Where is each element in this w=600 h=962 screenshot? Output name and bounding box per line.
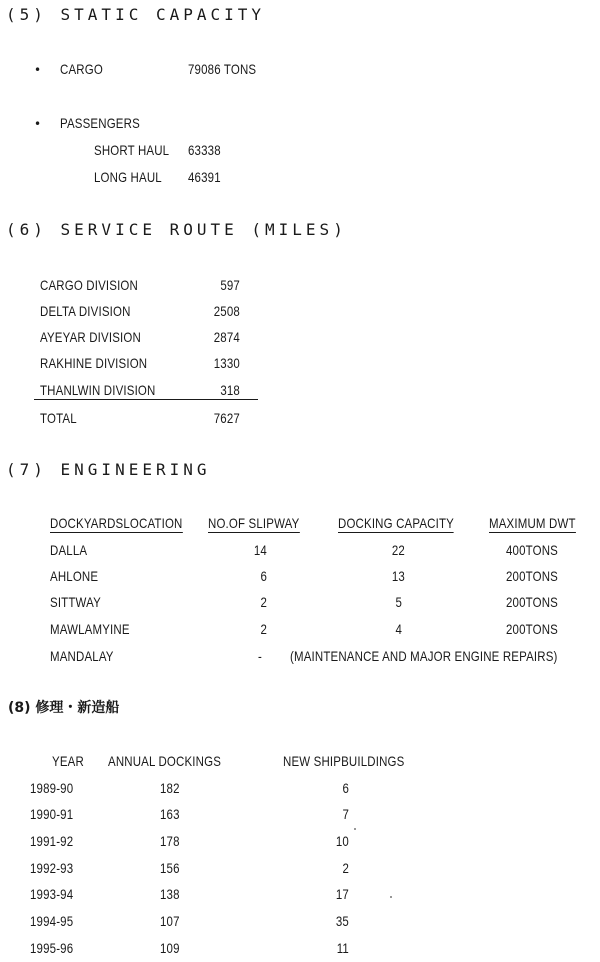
engineering-header-slipway: NO.OF SLIPWAY	[208, 515, 300, 531]
cargo-label: CARGO	[60, 61, 103, 77]
repair-new: 17	[335, 886, 349, 902]
repair-year: 1990-91	[30, 806, 74, 822]
bullet-icon: •	[34, 63, 42, 77]
repair-new: 11	[336, 940, 349, 956]
dockyard-location: AHLONE	[50, 568, 99, 584]
passengers-label: PASSENGERS	[60, 115, 140, 131]
total-rule	[34, 399, 258, 400]
route-total-label: TOTAL	[40, 410, 77, 426]
dockyard-location: MAWLAMYINE	[50, 621, 130, 637]
dockyard-slipway: 6	[260, 568, 267, 584]
service-route-heading: (6) SERVICE ROUTE (MILES)	[6, 220, 347, 239]
repair-heading: (8) 修理・新造船	[8, 700, 120, 716]
dockyard-location: MANDALAY	[50, 648, 114, 664]
repair-dockings: 163	[160, 806, 180, 822]
mandalay-note: (MAINTENANCE AND MAJOR ENGINE REPAIRS)	[290, 648, 558, 664]
route-name: RAKHINE DIVISION	[40, 355, 148, 371]
engineering-header-capacity: DOCKING CAPACITY	[338, 515, 454, 531]
repair-year: 1993-94	[30, 886, 74, 902]
route-total-miles: 7627	[213, 410, 240, 426]
repair-year: 1994-95	[30, 913, 74, 929]
engineering-header-location: DOCKYARDSLOCATION	[50, 515, 183, 531]
dockyard-dwt: 400TONS	[506, 542, 558, 558]
route-miles: 597	[220, 277, 240, 293]
static-capacity-heading: (5) STATIC CAPACITY	[6, 5, 266, 24]
repair-header-new: NEW SHIPBUILDINGS	[283, 753, 405, 769]
dockyard-capacity: 22	[391, 542, 405, 558]
repair-year: 1989-90	[30, 780, 74, 796]
route-name: AYEYAR DIVISION	[40, 329, 141, 345]
repair-new: 10	[335, 833, 349, 849]
route-name: CARGO DIVISION	[40, 277, 138, 293]
engineering-heading: (7) ENGINEERING	[6, 460, 211, 479]
dockyard-slipway: 2	[260, 621, 267, 637]
dockyard-dwt: 200TONS	[506, 621, 558, 637]
repair-dockings: 107	[160, 913, 180, 929]
route-miles: 1330	[213, 355, 240, 371]
dockyard-slipway: 14	[253, 542, 267, 558]
long-haul-label: LONG HAUL	[94, 169, 162, 185]
repair-year: 1991-92	[30, 833, 74, 849]
repair-new: 35	[335, 913, 349, 929]
dockyard-slipway: -	[258, 648, 262, 664]
dockyard-capacity: 4	[395, 621, 402, 637]
dockyard-location: DALLA	[50, 542, 88, 558]
dockyard-dwt: 200TONS	[506, 568, 558, 584]
repair-new: 7	[342, 806, 349, 822]
repair-dockings: 138	[160, 886, 180, 902]
scan-speck	[354, 828, 356, 830]
bullet-icon: •	[34, 117, 42, 131]
dockyard-capacity: 5	[395, 594, 402, 610]
short-haul-label: SHORT HAUL	[94, 142, 170, 158]
short-haul-value: 63338	[188, 142, 221, 158]
dockyard-slipway: 2	[260, 594, 267, 610]
repair-dockings: 182	[160, 780, 180, 796]
route-name: THANLWIN DIVISION	[40, 382, 156, 398]
cargo-value: 79086 TONS	[188, 61, 257, 77]
long-haul-value: 46391	[188, 169, 221, 185]
repair-header-year: YEAR	[52, 753, 84, 769]
repair-year: 1992-93	[30, 860, 74, 876]
dockyard-capacity: 13	[391, 568, 405, 584]
repair-new: 2	[342, 860, 349, 876]
route-name: DELTA DIVISION	[40, 303, 131, 319]
repair-year: 1995-96	[30, 940, 74, 956]
engineering-header-dwt: MAXIMUM DWT	[489, 515, 576, 531]
route-miles: 2874	[213, 329, 240, 345]
route-miles: 318	[220, 382, 240, 398]
dockyard-location: SITTWAY	[50, 594, 101, 610]
repair-dockings: 156	[160, 860, 180, 876]
route-miles: 2508	[213, 303, 240, 319]
repair-header-dockings: ANNUAL DOCKINGS	[108, 753, 222, 769]
scan-speck	[390, 896, 392, 898]
repair-new: 6	[342, 780, 349, 796]
repair-dockings: 178	[160, 833, 180, 849]
dockyard-dwt: 200TONS	[506, 594, 558, 610]
repair-dockings: 109	[160, 940, 180, 956]
